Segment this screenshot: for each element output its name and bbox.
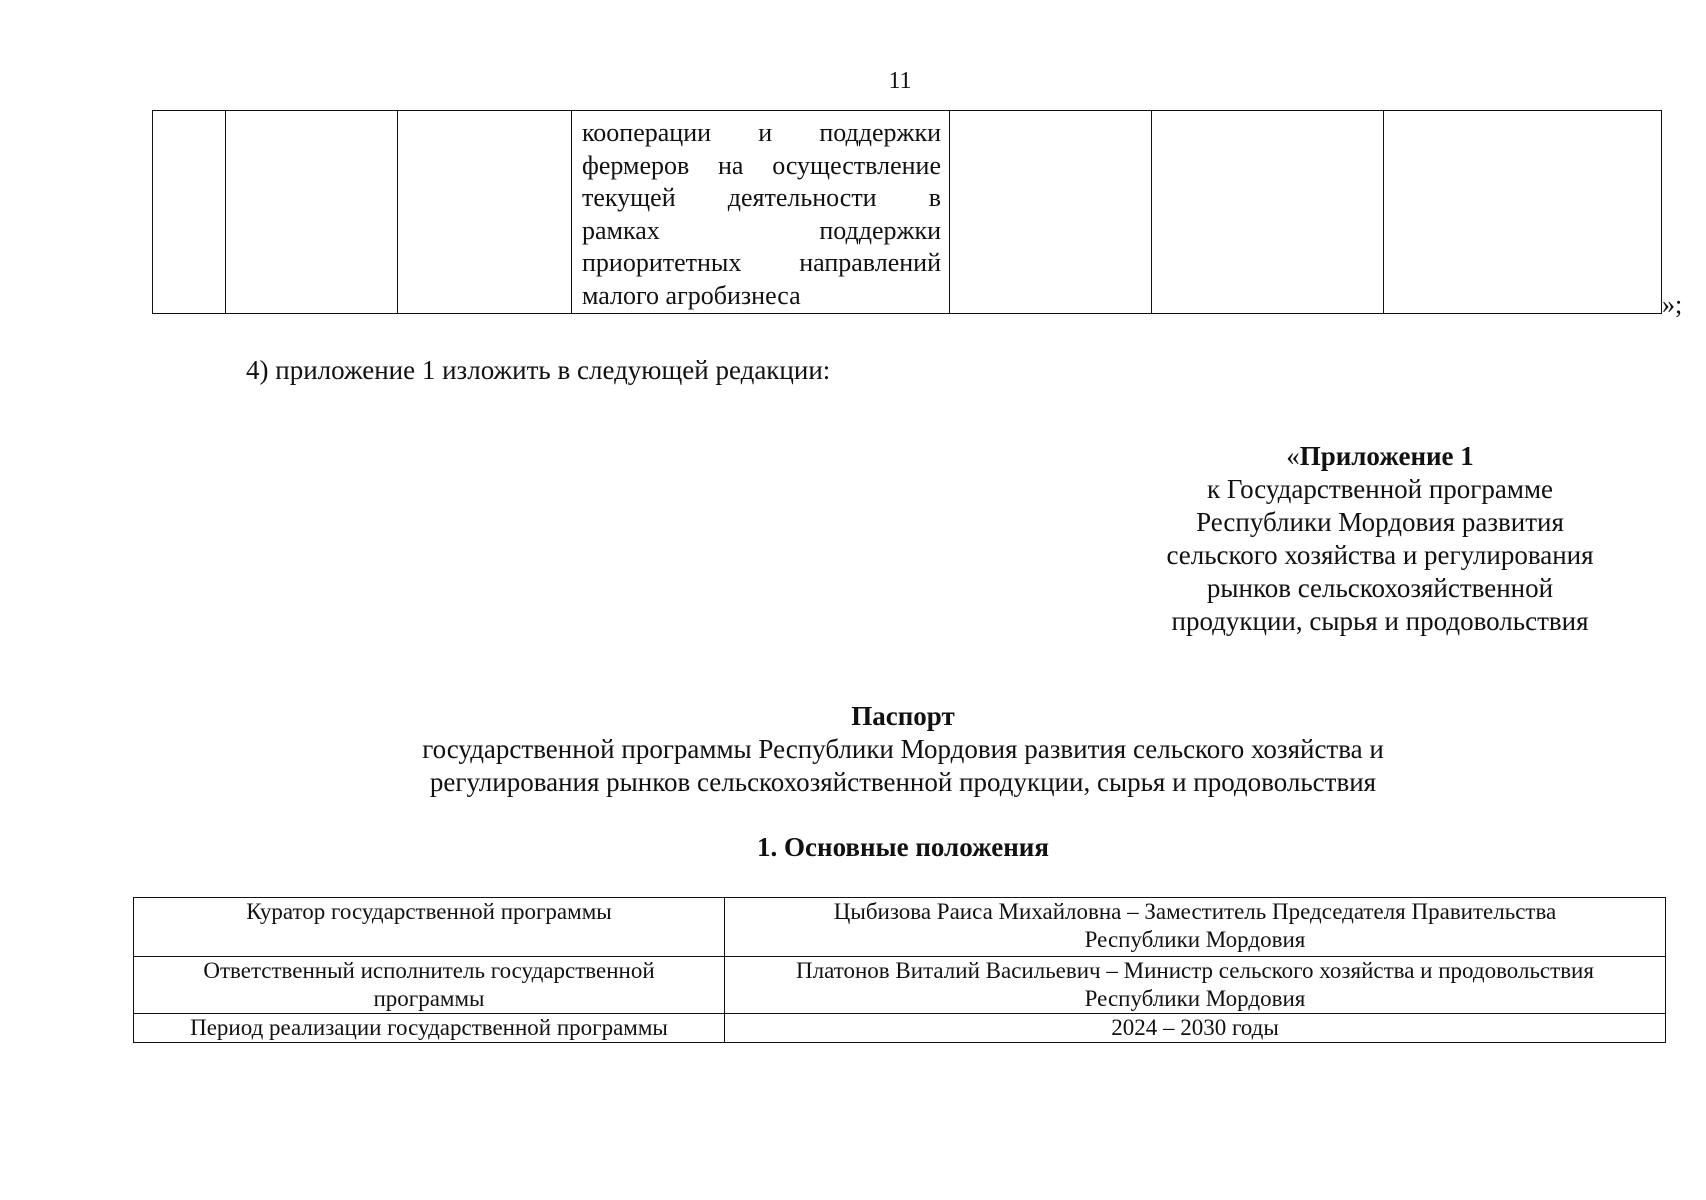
row-value-line: Цыбизова Раиса Михайловна – Заместитель Председателя Правительства (833, 899, 1557, 924)
passport-heading (300, 700, 1506, 799)
table-row (134, 957, 1666, 1014)
description-line: приоритетных направлений (582, 248, 941, 278)
passport-subtitle-line: регулирования рынков сельскохозяйственной продукции, сырья и продовольствия (429, 767, 1377, 797)
table-cell-empty (1152, 111, 1384, 314)
appendix-line: к Государственной программе (1206, 474, 1554, 504)
row-value-text: 2024 – 2030 годы (1111, 1015, 1279, 1040)
table-row (134, 1014, 1666, 1043)
table-cell-empty (1384, 111, 1662, 314)
amendment-item-4: 4) приложение 1 изложить в следующей редакции: (246, 355, 831, 385)
page-number: 11 (888, 68, 912, 94)
table-row (134, 898, 1666, 957)
table-cell-empty (153, 111, 226, 314)
row-value (725, 1014, 1666, 1043)
row-label (134, 957, 725, 1014)
main-provisions-table (133, 897, 1666, 1043)
description-line: текущей деятельности в (582, 183, 941, 213)
row-label-line: Ответственный исполнитель государственной (203, 958, 655, 983)
table-cell-empty (398, 111, 572, 314)
row-value (725, 957, 1666, 1014)
row-label-text: Период реализации государственной программы (190, 1015, 668, 1040)
appendix-line: рынков сельскохозяйственной (1206, 573, 1554, 603)
row-label-text: Куратор государственной программы (246, 899, 612, 924)
row-value-line: Республики Мордовия (1084, 986, 1306, 1011)
quote-open: « (1286, 441, 1300, 471)
appendix-line: Республики Мордовия развития (1196, 507, 1564, 537)
appendix-title-line (1100, 440, 1660, 473)
row-label-line: программы (373, 986, 485, 1011)
table-cell-empty (226, 111, 398, 314)
description-line: кооперации и поддержки (582, 118, 941, 147)
appendix-line: сельского хозяйства и регулирования (1166, 540, 1594, 570)
row-label (134, 1014, 725, 1043)
table-cell-description (572, 111, 950, 314)
closing-quote: »; (1662, 290, 1683, 319)
row-value-line: Республики Мордовия (1084, 927, 1306, 952)
row-value (725, 898, 1666, 957)
table-cell-empty (950, 111, 1152, 314)
passport-subtitle-line: государственной программы Республики Мордовия развития сельского хозяйства и (422, 734, 1384, 764)
appendix-title: Приложение 1 (1299, 441, 1474, 471)
description-line: фермеров на осуществление (582, 150, 941, 180)
description-line: рамках поддержки (582, 215, 941, 245)
table-row (153, 111, 1662, 314)
row-label (134, 898, 725, 957)
section-heading: 1. Основные положения (757, 832, 1049, 862)
description-line: малого агробизнеса (582, 280, 801, 310)
row-value-line: Платонов Виталий Васильевич – Министр сельского хозяйства и продовольствия (796, 958, 1594, 983)
passport-title: Паспорт (851, 701, 955, 731)
appendix-line: продукции, сырья и продовольствия (1171, 606, 1589, 636)
continuation-table (152, 110, 1662, 314)
appendix-header (1100, 440, 1660, 638)
